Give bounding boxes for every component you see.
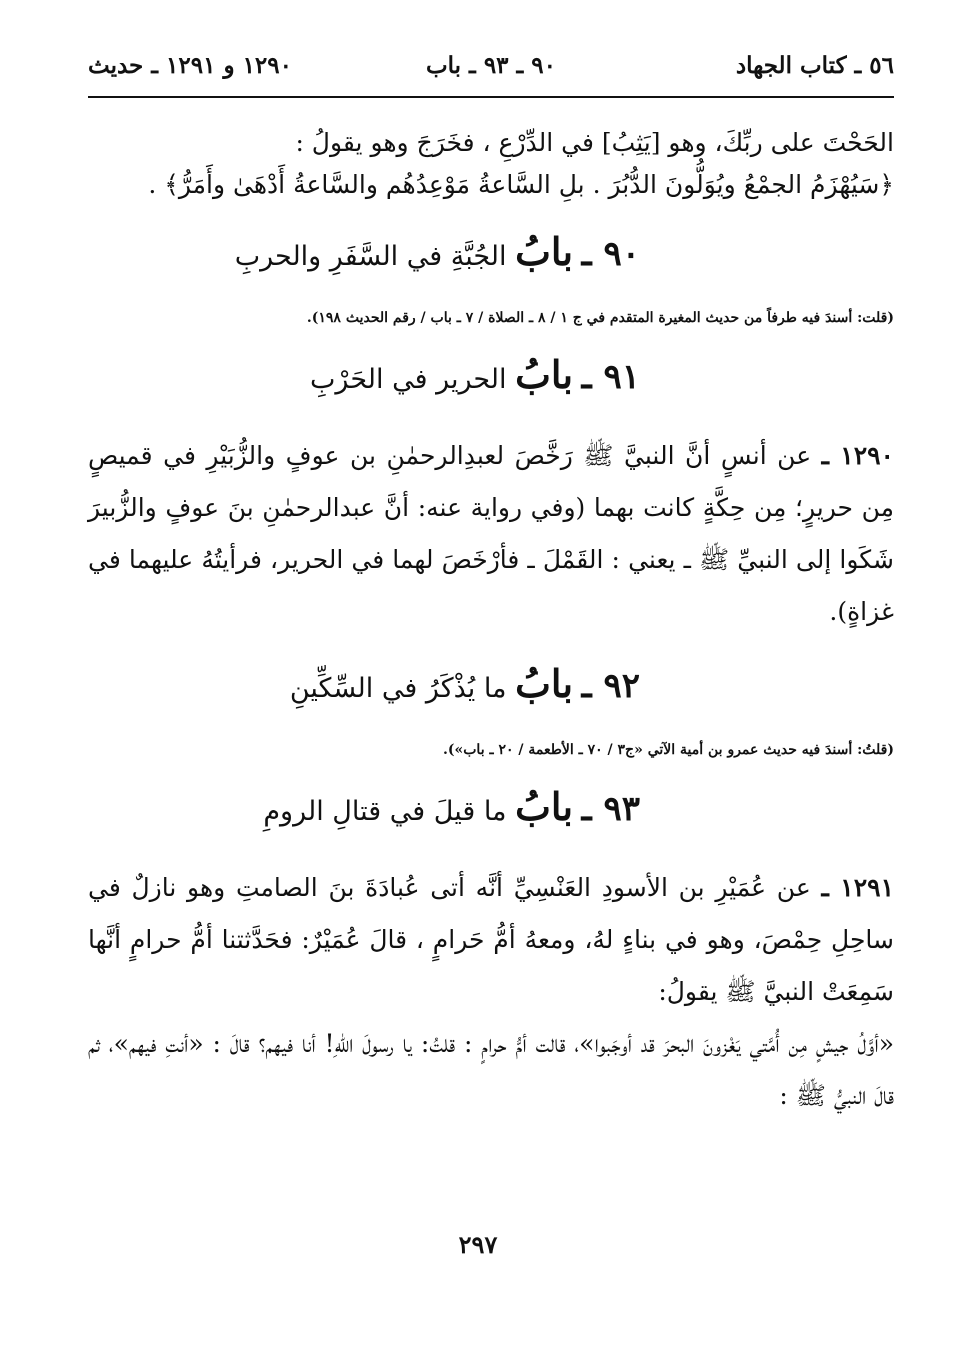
hadith-1291-continued: «أوَّلُ جيشٍ مِن أُمَّتي يَغْزونَ البحرَ قد أوجَبوا»، قالت أمُّ حرامٍ : قلتُ: يا رسولَ اللهِ! أنا فيهم؟ قالَ : «أنتِ فيهم»، ثم قالَ النبيُّ ﷺ : [88,1029,894,1110]
bab-title: الحرير في الحَرْبِ [310,364,507,395]
bab-90-note: (قلت: أسندَ فيه طرفاً من حديث المغيرة المتقدم في ج ١ / ٨ ـ الصلاة / ٧ ـ باب / رقم الحديث ١٩٨). [306,310,894,326]
bab-word: بابُ [515,352,574,397]
header-sections: ٩٠ ـ ٩٣ ـ باب [425,52,557,79]
bab-93-heading [88,783,894,836]
intro-line-2: ﴿سَيُهْزَمُ الجمْعُ ويُوَلُّونَ الدُّبُرَ . بلِ السَّاعةُ مَوْعِدُهُم والسَّاعةُ أَدْهَىٰ وأَمَرُّ﴾ . [148,170,894,199]
hadith-text: عن عُمَيْرِ بن الأسودِ العَنْسِيِّ أنَّه أتى عُبادَةَ بنَ الصامتِ وهو نازلٌ في ساحِلِ حِمْصَ، وهو في بناءٍ لهُ، ومعهُ أمُّ حَرامٍ ، قالَ عُمَيْرٌ: فحَدَّثتنا أمُّ حرامٍ أنَّها سَمِعَتْ النبيَّ ﷺ يقولُ: [88,873,894,1006]
hadith-text: عن أنسٍ أنَّ النبيَّ ﷺ رَخَّصَ لعبدِالرحمٰنِ بن عوفٍ والزُّبَيْرِ في قميصٍ مِن حريرٍ؛ مِن حِكَّةٍ كانت بهما (وفي رواية عنه: أنَّ عبدالرحمٰنِ بنَ عوفٍ والزُّبيرَ شَكَوا إلى النبيِّ ﷺ ـ يعني : القَمْلَ ـ فأرْخَصَ لهما في الحرير، فرأيتُهُ عليهما في غزاةٍ). [88,441,894,626]
bab-title: ما يُذْكَرُ في السِّكِّينِ [289,673,507,704]
page-number: ٢٩٧ [458,1230,498,1259]
bab-word: بابُ [515,784,574,829]
bab-title: ما قيلَ في قتالِ الرومِ [263,796,507,827]
intro-line-1: الحَحْتَ على ربِّكَ، وهو [يَثِبُ] في الدِّرْعِ ، فخَرَجَ وهو يقولُ : [295,128,894,157]
hadith-1290 [88,430,894,638]
header-hadith-range: ١٢٩٠ و ١٢٩١ ـ حديث [88,52,292,79]
header-divider [88,96,894,98]
bab-90-heading [88,228,894,281]
bab-number: ٩٣ ـ [581,789,640,829]
bab-word: بابُ [515,661,574,706]
bab-92-heading [88,660,894,713]
bab-92-note: (قلتُ: أسندَ فيه حديث عمرو بن أمية الآتي «ج٣ / ٧٠ ـ الأطعمة / ٢٠ ـ باب»). [443,742,894,758]
hadith-number: ١٢٩١ ـ [821,873,895,902]
bab-91-heading [88,351,894,404]
hadith-1291 [88,862,894,1018]
bab-number: ٩٢ ـ [581,666,640,706]
bab-title: الجُبَّةِ في السَّفَرِ والحربِ [234,241,507,272]
hadith-number: ١٢٩٠ ـ [821,441,894,470]
header-chapter: ٥٦ ـ كتاب الجهاد [735,52,894,79]
bab-number: ٩٠ ـ [581,234,640,274]
running-header [88,52,894,92]
bab-number: ٩١ ـ [581,357,640,397]
page-body [88,122,894,1122]
bab-word: بابُ [515,229,574,274]
